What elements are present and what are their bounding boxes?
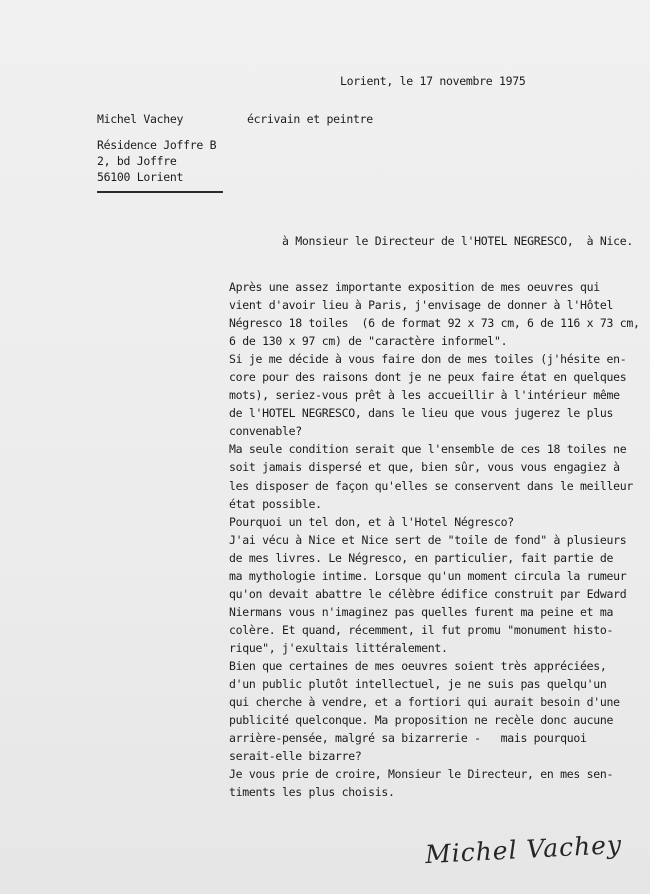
body-line: arrière-pensée, malgré sa bizarrerie - mais pourquoi xyxy=(229,731,587,746)
body-line: ma mythologie intime. Lorsque qu'un moment circula la rumeur xyxy=(229,568,627,583)
body-line: core pour des raisons dont je ne peux faire état en quelques xyxy=(229,370,627,385)
address-line: Résidence Joffre B xyxy=(97,138,217,152)
body-line: convenable? xyxy=(229,424,302,439)
body-line: Si je me décide à vous faire don de mes toiles (j'hésite en- xyxy=(229,352,627,367)
letter-body xyxy=(229,278,650,801)
body-line: soit jamais dispersé et que, bien sûr, vous vous engagiez à xyxy=(229,460,620,475)
body-line: serait-elle bizarre? xyxy=(229,749,362,764)
sender-name: Michel Vachey xyxy=(97,112,184,126)
body-line: mots), seriez-vous prêt à les accueillir à l'intérieur même xyxy=(229,388,620,403)
body-line: vient d'avoir lieu à Paris, j'envisage de donner à l'Hôtel xyxy=(229,298,614,313)
body-line: timents les plus choisis. xyxy=(229,785,395,800)
body-line: de l'HOTEL NEGRESCO, dans le lieu que vous jugerez le plus xyxy=(229,406,614,421)
body-line: Ma seule condition serait que l'ensemble de ces 18 toiles ne xyxy=(229,442,627,457)
body-line: J'ai vécu à Nice et Nice sert de "toile de fond" à plusieurs xyxy=(229,532,627,547)
body-line: les disposer de façon qu'elles se conservent dans le meilleur xyxy=(229,478,634,493)
address-line: 56100 Lorient xyxy=(97,170,184,184)
body-line: colère. Et quand, récemment, il fut promu "monument histo- xyxy=(229,622,614,637)
body-line: Après une assez importante exposition de mes oeuvres qui xyxy=(229,280,600,294)
body-line: publicité quelconque. Ma proposition ne recèle donc aucune xyxy=(229,713,614,728)
body-line: qu'on devait abattre le célèbre édifice construit par Edward xyxy=(229,586,627,601)
body-line: Négresco 18 toiles (6 de format 92 x 73 cm, 6 de 116 x 73 cm, xyxy=(229,316,640,331)
date-line: Lorient, le 17 novembre 1975 xyxy=(340,74,526,88)
body-line: rique", j'exultais littéralement. xyxy=(229,640,448,655)
body-line: Je vous prie de croire, Monsieur le Directeur, en mes sen- xyxy=(229,767,614,782)
body-line: de mes livres. Le Négresco, en particulier, fait partie de xyxy=(229,550,614,565)
body-line: 6 de 130 x 97 cm) de "caractère informel". xyxy=(229,334,508,349)
signature: Michel Vachey xyxy=(424,829,623,870)
sender-role: écrivain et peintre xyxy=(247,112,373,126)
address-underline xyxy=(97,191,223,193)
body-line: d'un public plutôt intellectuel, je ne suis pas quelqu'un xyxy=(229,677,607,692)
recipient-line: à Monsieur le Directeur de l'HOTEL NEGRESCO, à Nice. xyxy=(282,234,634,248)
body-line: état possible. xyxy=(229,496,322,511)
address-line: 2, bd Joffre xyxy=(97,154,177,168)
body-line: Niermans vous n'imaginez pas quelles furent ma peine et ma xyxy=(229,604,614,619)
body-line: Pourquoi un tel don, et à l'Hotel Négresco? xyxy=(229,514,514,529)
body-line: Bien que certaines de mes oeuvres soient très appréciées, xyxy=(229,658,607,673)
body-line: qui cherche à vendre, et a fortiori qui aurait besoin d'une xyxy=(229,695,620,710)
